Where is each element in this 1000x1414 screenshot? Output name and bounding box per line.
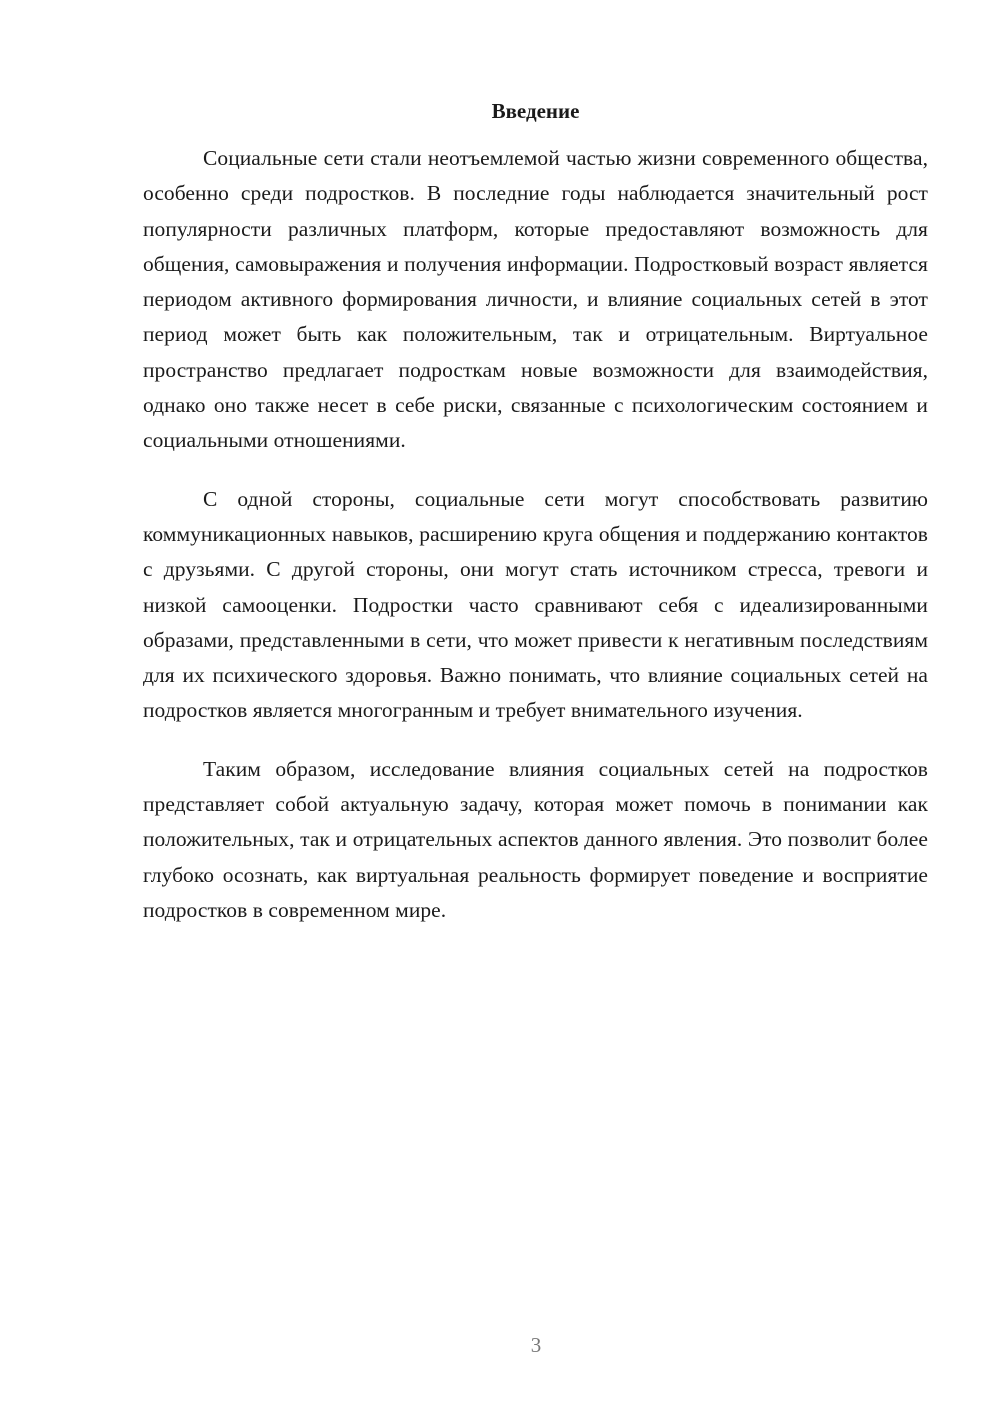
paragraph-2: С одной стороны, социальные сети могут способствовать развитию коммуникационных навыков, расширению круга общения и поддержанию контактов с друзьями. С другой стороны, они могут стать источником стресса, тревоги и низкой самооценки. Подростки часто сравнивают себя с идеализированными образами, представленными в сети, что может привести к негативным последствиям для их психического здоровья. Важно понимать, что влияние социальных сетей на подростков является многогранным и требует внимательного изучения. bbox=[143, 486, 928, 723]
paragraph-1: Социальные сети стали неотъемлемой частью жизни современного общества, особенно среди подростков. В последние годы наблюдается значительный рост популярности различных платформ, которые предоставляют возможность для общения, самовыражения и получения информации. Подростковый возраст является периодом активного формирования личности, и влияние социальных сетей в этот период может быть как положительным, так и отрицательным. Виртуальное пространство предлагает подросткам новые возможности для взаимодействия, однако оно также несет в себе риски, связанные с психологическим состоянием и социальными отношениями. bbox=[143, 146, 928, 453]
section-title: Введение bbox=[491, 99, 580, 123]
page-content bbox=[143, 94, 928, 951]
page-number: 3 bbox=[530, 1333, 542, 1357]
paragraph-3: Таким образом, исследование влияния социальных сетей на подростков представляет собой актуальную задачу, которая может помочь в понимании как положительных, так и отрицательных аспектов данного явления. Это позволит более глубоко осознать, как виртуальная реальность формирует поведение и восприятие подростков в современном мире. bbox=[143, 756, 928, 922]
